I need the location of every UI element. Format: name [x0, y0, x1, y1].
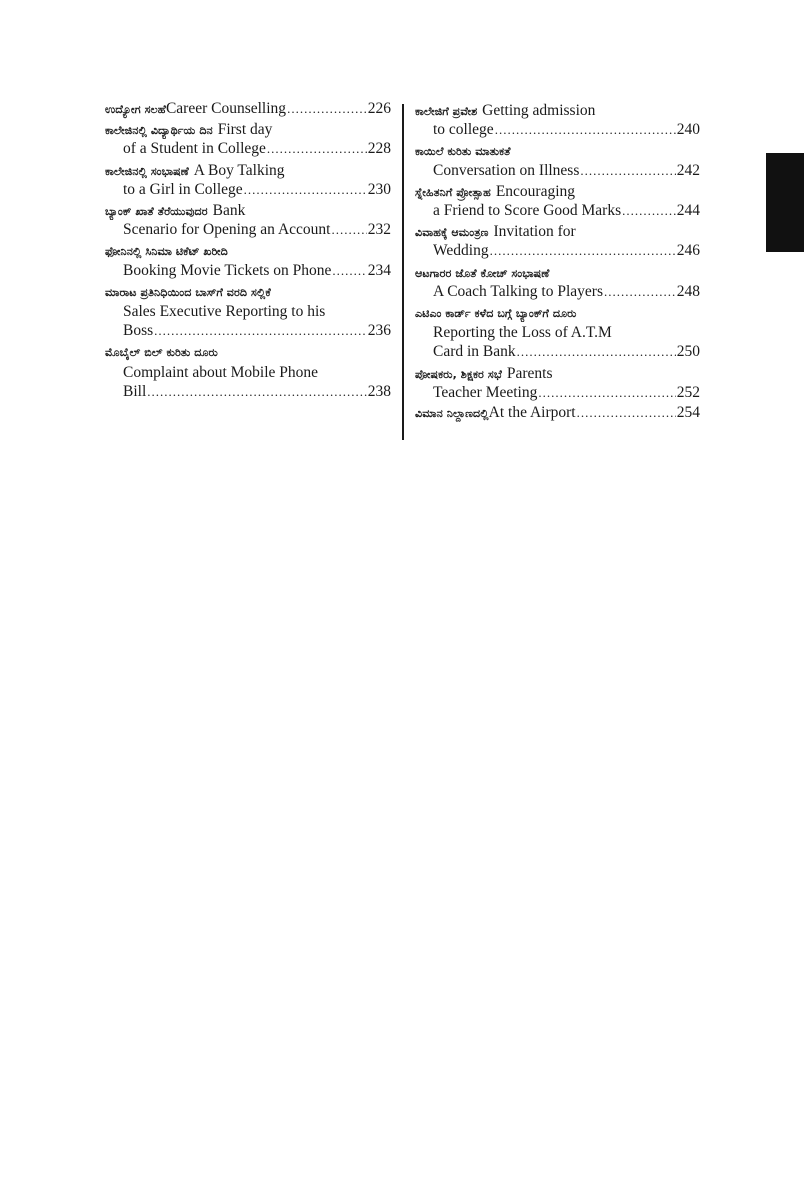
- thumb-index-tab: [766, 153, 804, 252]
- toc-entry-title: [415, 363, 700, 383]
- toc-entry-final-line: [433, 282, 700, 302]
- page-number: 228: [367, 140, 391, 158]
- english-title: Invitation for: [493, 223, 576, 241]
- toc-entry-title: [415, 181, 700, 201]
- toc-entry-title: [105, 200, 391, 220]
- english-title: Bank: [212, 202, 246, 219]
- toc-entry-title: [415, 100, 700, 120]
- page-number: 238: [367, 382, 391, 400]
- leader-dots: [147, 382, 366, 402]
- kannada-title: ಪೋಷಕರು, ಶಿಕ್ಷಕರ ಸಭೆ: [415, 367, 502, 381]
- page-number: 226: [367, 100, 391, 117]
- page-number: 232: [367, 221, 391, 239]
- leader-dots: [495, 120, 676, 140]
- english-title: Career Counselling: [165, 100, 287, 117]
- toc-entry-continuation: [123, 362, 391, 382]
- english-title: to college: [433, 121, 494, 139]
- english-title: Booking Movie Tickets on Phone: [123, 261, 332, 279]
- page-number: 250: [676, 343, 700, 361]
- toc-entry-title: [105, 341, 391, 361]
- kannada-title: ಮಾರಾಟ ಪ್ರತಿನಿಧಿಯಿಂದ ಬಾಸ್‌ಗೆ ವರದಿ ಸಲ್ಲಿಕೆ: [105, 285, 271, 299]
- toc-entry-title: [105, 99, 391, 119]
- english-title: Conversation on Illness: [433, 161, 580, 179]
- english-title: A Boy Talking: [193, 161, 285, 179]
- page-number: 242: [676, 161, 700, 179]
- leader-dots: [490, 241, 676, 261]
- kannada-title: ಎಟಿಎಂ ಕಾರ್ಡ್ ಕಳೆದ ಬಗ್ಗೆ ಬ್ಯಾಂಕ್‌ಗೆ ದೂರು: [415, 307, 577, 320]
- kannada-title: ವಿವಾಹಕ್ಕೆ ಆಮಂತ್ರಣ: [415, 226, 489, 240]
- kannada-title: ಉದ್ಯೋಗ ಸಲಹೆ: [105, 103, 166, 116]
- page-number: 248: [676, 282, 700, 300]
- english-title: Card in Bank: [433, 343, 516, 361]
- kannada-title: ಕಾಲೇಜಿನಲ್ಲಿ ಸಂಭಾಷಣೆ: [105, 164, 189, 178]
- leader-dots: [604, 282, 676, 302]
- leader-dots: [577, 403, 676, 423]
- kannada-title: ಕಾಯಿಲೆ ಕುರಿತು ಮಾತುಕತೆ: [415, 145, 511, 159]
- kannada-title: ವಿಮಾನ ನಿಲ್ದಾಣದಲ್ಲಿ: [415, 407, 489, 420]
- leader-dots: [622, 201, 676, 221]
- toc-entry-title: [415, 403, 700, 423]
- toc-entry-final-line: [123, 261, 391, 281]
- leader-dots: [267, 139, 367, 159]
- english-title: Teacher Meeting: [433, 383, 538, 401]
- kannada-title: ಕಾಲೇಜಿಗೆ ಪ್ರವೇಶ: [415, 105, 478, 118]
- english-title: Encouraging: [495, 182, 576, 200]
- toc-entry-title: [105, 281, 391, 301]
- leader-dots: [332, 261, 366, 281]
- page-number: 244: [676, 202, 700, 219]
- leader-dots: [154, 321, 367, 341]
- toc-entry-title: [105, 240, 391, 260]
- english-title: A Coach Talking to Players: [433, 282, 603, 300]
- leader-dots: [287, 99, 367, 119]
- page-number: 240: [676, 121, 700, 139]
- toc-entry-final-line: [433, 120, 700, 140]
- kannada-title: ಸ್ನೇಹಿತನಿಗೆ ಪ್ರೋತ್ಸಾಹ: [415, 185, 491, 199]
- english-title: At the Airport: [488, 404, 576, 421]
- toc-entry-final-line: [123, 321, 391, 341]
- toc-entry-title: [105, 160, 391, 180]
- toc-entry-final-line: [123, 382, 391, 402]
- leader-dots: [580, 161, 675, 181]
- toc-entry-title: [105, 119, 391, 139]
- toc-entry-title: [415, 302, 700, 322]
- english-title: Complaint about Mobile Phone: [123, 363, 319, 381]
- column-divider: [402, 104, 404, 440]
- english-title: a Friend to Score Good Marks: [433, 202, 622, 219]
- toc-entry-title: [415, 262, 700, 282]
- toc-entry-continuation: [433, 322, 700, 342]
- leader-dots: [538, 383, 675, 403]
- english-title: Scenario for Opening an Account: [123, 221, 331, 239]
- kannada-title: ಆಟಗಾರರ ಜೊತೆ ಕೋಚ್ ಸಂಭಾಷಣೆ: [415, 266, 550, 280]
- kannada-title: ಮೊಬೈಲ್ ಬಿಲ್ ಕುರಿತು ದೂರು: [105, 346, 218, 360]
- toc-entry-title: [415, 221, 700, 241]
- toc-entry-continuation: [123, 301, 391, 321]
- english-title: Boss: [123, 322, 154, 340]
- english-title: Reporting the Loss of A.T.M: [433, 324, 612, 342]
- english-title: First day: [217, 121, 273, 139]
- english-title: Bill: [123, 382, 147, 400]
- leader-dots: [244, 180, 367, 200]
- toc-entry-final-line: [123, 139, 391, 159]
- toc-entry-final-line: [433, 342, 700, 362]
- toc-entry-final-line: [123, 220, 391, 240]
- kannada-title: ಫೋನಿನಲ್ಲಿ ಸಿನಿಮಾ ಟಿಕೆಟ್ ಖರೀದಿ: [105, 245, 228, 259]
- page-number: 236: [367, 322, 391, 340]
- toc-entry-final-line: [433, 201, 700, 221]
- toc-entry-final-line: [433, 383, 700, 403]
- page-number: 246: [676, 242, 700, 260]
- leader-dots: [331, 220, 366, 240]
- toc-entry-title: [415, 140, 700, 160]
- english-title: Wedding: [433, 242, 489, 260]
- page-number: 230: [367, 180, 391, 198]
- kannada-title: ಕಾಲೇಜಿನಲ್ಲಿ ವಿದ್ಯಾರ್ಥಿಯ ದಿನ: [105, 124, 213, 138]
- toc-entry-final-line: [433, 161, 700, 181]
- english-title: Sales Executive Reporting to his: [123, 303, 326, 320]
- english-title: of a Student in College: [123, 140, 266, 158]
- toc-entry-final-line: [123, 180, 391, 200]
- page-number: 254: [676, 404, 700, 421]
- english-title: Parents: [506, 364, 553, 382]
- page-number: 234: [367, 261, 391, 279]
- english-title: to a Girl in College: [123, 180, 243, 198]
- english-title: Getting admission: [482, 102, 596, 119]
- toc-entry-final-line: [433, 241, 700, 261]
- leader-dots: [517, 342, 676, 362]
- page-number: 252: [676, 383, 700, 401]
- kannada-title: ಬ್ಯಾಂಕ್ ಖಾತೆ ತೆರೆಯುವುದರ: [105, 205, 208, 218]
